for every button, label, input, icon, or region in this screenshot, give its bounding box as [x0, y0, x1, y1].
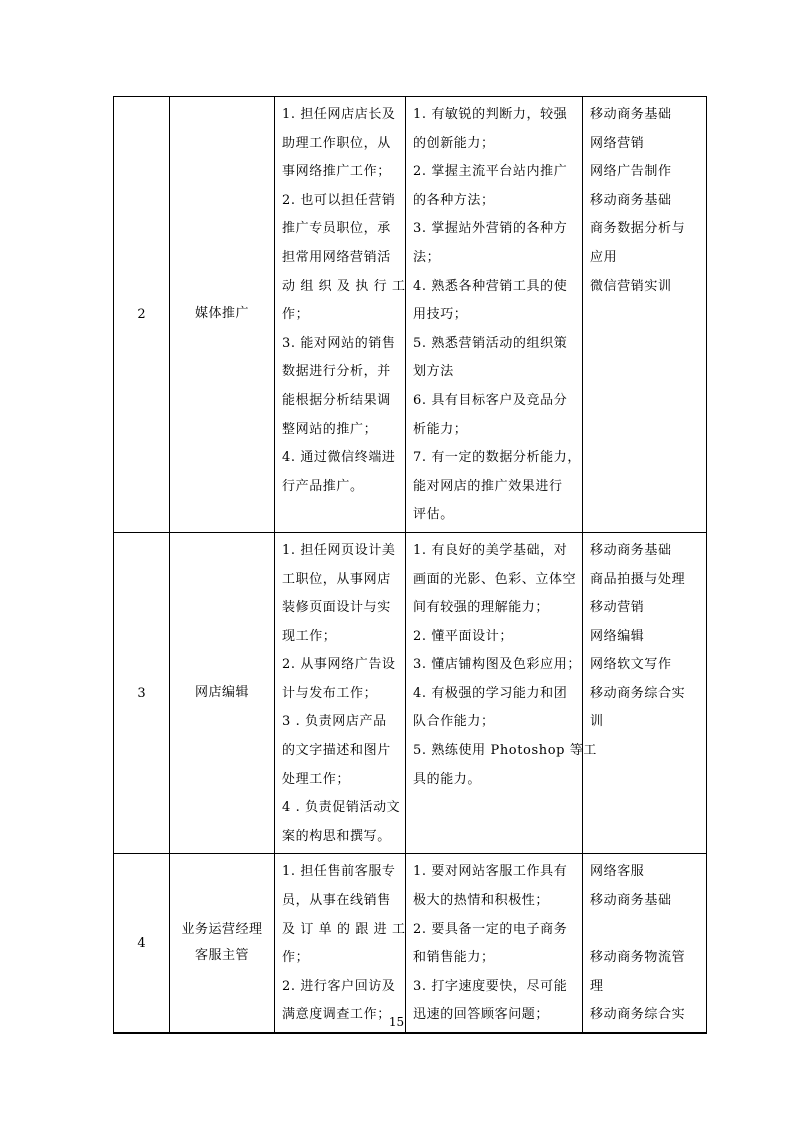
duty-cell	[275, 854, 406, 1033]
ability-cell-content	[406, 533, 597, 796]
ability-line: 3. 懂店铺构图及色彩应用；	[413, 657, 581, 673]
post-name: 客服主管	[194, 948, 249, 964]
ability-line: 7. 有一定的数据分析能力，	[413, 450, 581, 466]
course-line: 商务数据分析与	[590, 221, 686, 237]
ability-line: 1. 有敏锐的判断力，较强	[413, 107, 568, 122]
post-name: 媒体推广	[194, 306, 249, 322]
course-line: 网络软文写作	[590, 657, 672, 673]
duty-line: 动 组 织 及 执 行 工	[282, 278, 406, 294]
duty-line: 1. 担任网页设计美	[282, 542, 396, 558]
ability-line: 评估。	[413, 507, 454, 523]
duty-line: 推广专员职位，承	[282, 221, 391, 237]
duty-line: 2. 进行客户回访及	[282, 978, 396, 994]
ability-line: 析能力；	[413, 421, 468, 437]
ability-line: 1. 有良好的美学基础，对	[413, 542, 568, 558]
duty-cell-content	[275, 533, 405, 854]
post-name-cell	[170, 532, 275, 854]
row-number: 3	[137, 685, 146, 701]
ability-line: 4. 熟悉各种营销工具的使	[413, 278, 568, 294]
duty-line: 4 . 负责促销活动文	[282, 800, 401, 816]
ability-line: 间有较强的理解能力；	[413, 600, 550, 616]
duty-cell	[275, 97, 406, 533]
ability-line: 3. 打字速度要快，尽可能	[413, 978, 568, 994]
course-line: 移动商务综合实	[590, 1007, 686, 1023]
duty-line: 助理工作职位，从	[282, 135, 391, 151]
duty-line: 3. 能对网站的销售	[282, 335, 396, 351]
duty-line: 2. 从事网络广告设	[282, 657, 396, 673]
duty-line: 行产品推广。	[282, 478, 364, 494]
course-cell-content	[583, 533, 706, 739]
course-line: 移动营销	[590, 600, 645, 616]
row-number-cell	[114, 532, 170, 854]
ability-line: 和销售能力；	[413, 950, 495, 966]
ability-line: 2. 要具备一定的电子商务	[413, 921, 568, 937]
duty-line: 数据进行分析，并	[282, 364, 391, 380]
ability-line: 的各种方法；	[413, 192, 495, 208]
duty-line: 作；	[282, 950, 310, 966]
ability-cell	[406, 854, 583, 1033]
row-number: 4	[137, 935, 146, 951]
ability-line: 2. 懂平面设计；	[413, 628, 513, 644]
ability-line: 1. 要对网站客服工作具有	[413, 864, 568, 880]
course-line: 网络客服	[590, 864, 645, 880]
duty-line: 2. 也可以担任营销	[282, 192, 396, 208]
ability-line: 6. 具有目标客户及竞品分	[413, 392, 568, 408]
duty-line: 装修页面设计与实	[282, 600, 391, 616]
course-line: 移动商务综合实	[590, 685, 686, 701]
course-cell	[583, 97, 707, 533]
course-line: 移动商务基础	[590, 893, 672, 909]
job-requirements-table	[113, 96, 707, 1034]
duty-cell	[275, 532, 406, 854]
duty-line: 处理工作；	[282, 771, 351, 787]
ability-line: 划方法	[413, 364, 454, 380]
duty-line: 4. 通过微信终端进	[282, 450, 396, 466]
ability-line: 4. 有极强的学习能力和团	[413, 685, 568, 701]
ability-line: 2. 掌握主流平台站内推广	[413, 164, 568, 180]
duty-line: 及 订 单 的 跟 进 工	[282, 921, 406, 937]
duty-cell-content	[275, 97, 405, 503]
course-cell	[583, 854, 707, 1033]
ability-line: 能对网店的推广效果进行	[413, 478, 563, 494]
course-line	[590, 916, 701, 945]
course-line: 训	[590, 714, 604, 730]
duty-line: 员，从事在线销售	[282, 893, 391, 909]
course-line: 移动商务物流管	[590, 950, 686, 966]
duty-line: 1. 担任售前客服专	[282, 864, 396, 880]
duty-line: 案的构思和撰写。	[282, 828, 391, 844]
course-cell-content	[583, 97, 706, 303]
duty-cell-content	[275, 854, 405, 1032]
ability-line: 极大的热情和积极性；	[413, 893, 550, 909]
course-cell-content	[583, 854, 706, 1032]
ability-line: 5. 熟练使用 Photoshop 等工	[413, 743, 597, 759]
table-row	[114, 532, 707, 854]
post-name: 网店编辑	[194, 685, 249, 701]
table-body	[114, 97, 707, 1034]
ability-cell-content	[406, 97, 582, 532]
course-line: 移动商务基础	[590, 107, 672, 122]
ability-line: 用技巧；	[413, 307, 468, 323]
post-name-cell	[170, 854, 275, 1033]
course-line: 应用	[590, 249, 618, 265]
row-number-cell	[114, 97, 170, 533]
course-cell	[583, 532, 707, 854]
ability-line: 具的能力。	[413, 771, 482, 787]
course-line: 移动商务基础	[590, 542, 672, 558]
duty-line: 整网站的推广；	[282, 421, 378, 437]
duty-line: 现工作；	[282, 628, 337, 644]
ability-cell-content	[406, 854, 582, 1032]
duty-line: 计与发布工作；	[282, 685, 378, 701]
duty-line: 3 . 负责网店产品	[282, 714, 387, 730]
post-name: 业务运营经理	[181, 922, 263, 938]
duty-line: 1. 担任网店店长及	[282, 107, 396, 122]
duty-line: 作；	[282, 307, 310, 323]
ability-line: 的创新能力；	[413, 135, 495, 151]
course-line: 商品拍摄与处理	[590, 571, 686, 587]
course-line: 网络广告制作	[590, 164, 672, 180]
row-number-cell	[114, 854, 170, 1033]
table-row	[114, 854, 707, 1033]
post-name-cell	[170, 97, 275, 533]
ability-line: 3. 掌握站外营销的各种方	[413, 221, 568, 237]
duty-line: 担常用网络营销活	[282, 249, 391, 265]
ability-line: 队合作能力；	[413, 714, 495, 730]
duty-line: 事网络推广工作；	[282, 164, 391, 180]
table-row	[114, 97, 707, 533]
course-line: 网络编辑	[590, 628, 645, 644]
row-number: 2	[137, 306, 146, 322]
ability-cell	[406, 97, 583, 533]
course-line: 移动商务基础	[590, 192, 672, 208]
duty-line: 的文字描述和图片	[282, 743, 391, 759]
ability-line: 法；	[413, 249, 441, 265]
ability-cell	[406, 532, 597, 854]
ability-line: 5. 熟悉营销活动的组织策	[413, 335, 568, 351]
page-number: 15	[388, 1015, 405, 1029]
course-line: 理	[590, 978, 604, 994]
duty-line: 能根据分析结果调	[282, 392, 391, 408]
duty-line: 工职位，从事网店	[282, 571, 391, 587]
ability-line: 画面的光影、色彩、立体空	[413, 571, 577, 587]
course-line: 网络营销	[590, 135, 645, 151]
course-line: 微信营销实训	[590, 278, 672, 294]
duty-line: 满意度调查工作；	[282, 1007, 391, 1023]
ability-line: 迅速的回答顾客问题；	[413, 1007, 550, 1023]
